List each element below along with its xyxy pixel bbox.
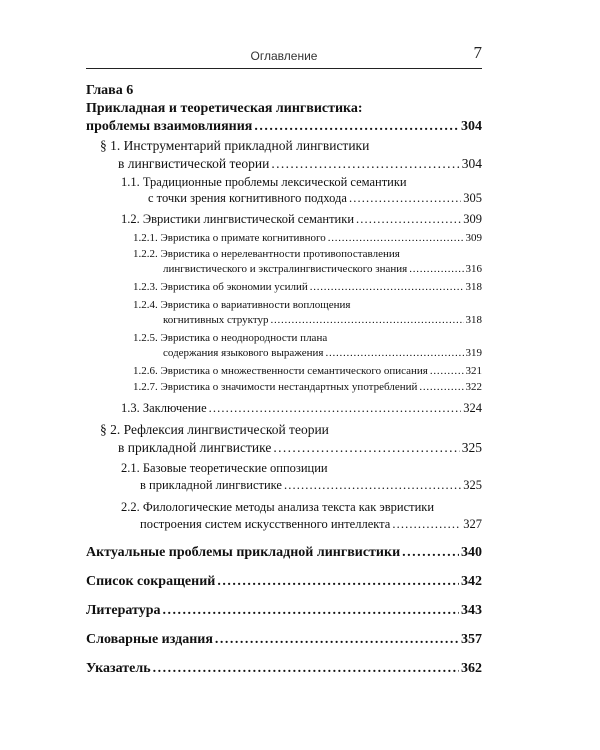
entry-label: Актуальные проблемы прикладной лингвистики	[86, 545, 401, 560]
entry-page: 340	[461, 545, 482, 560]
section-2-line1: § 2. Рефлексия лингвистической теории	[100, 422, 329, 437]
entry-label: Литература	[86, 603, 161, 618]
entry-page: 304	[461, 119, 482, 134]
leader-dots	[409, 260, 463, 278]
entry-page: 321	[465, 365, 482, 377]
toc-entry-chapter-6[interactable]	[86, 118, 482, 136]
item-2-2-line1: 2.2. Филологические методы анализа текста как эвристики	[121, 500, 435, 514]
entry-page: 305	[463, 191, 482, 205]
leader-dots	[273, 439, 459, 457]
entry-page: 343	[461, 603, 482, 618]
item-1-2-6-label: 1.2.6. Эвристика о множественности семантического описания	[133, 365, 428, 377]
toc-entry-actual-problems[interactable]	[86, 544, 482, 562]
chapter-title-line2: проблемы взаимовлияния	[86, 119, 253, 134]
leader-dots	[325, 344, 463, 362]
entry-page: 322	[465, 381, 482, 393]
entry-label: Указатель	[86, 661, 151, 676]
leader-dots	[153, 660, 459, 678]
entry-page: 324	[463, 401, 482, 415]
item-2-1-line1: 2.1. Базовые теоретические оппозиции	[121, 461, 328, 475]
leader-dots	[402, 544, 459, 562]
leader-dots	[215, 631, 459, 649]
section-2-line2: в прикладной лингвистике	[118, 440, 272, 455]
toc-entry-abbreviations[interactable]	[86, 573, 482, 591]
entry-label: Список сокращений	[86, 574, 216, 589]
toc-entry-1-2-2[interactable]	[163, 260, 482, 278]
section-1-line2: в лингвистической теории	[118, 156, 270, 171]
item-1-2-4-line2: когнитивных структур	[163, 314, 269, 326]
toc-entry-dictionaries[interactable]	[86, 631, 482, 649]
entry-page: 309	[465, 232, 482, 244]
entry-page: 325	[461, 440, 482, 455]
toc-entry-1-2-7[interactable]	[133, 378, 482, 396]
leader-dots	[271, 155, 459, 173]
toc-entry-index[interactable]	[86, 660, 482, 678]
item-2-1-line2: в прикладной лингвистике	[140, 478, 282, 492]
leader-dots	[310, 278, 464, 296]
entry-page: 309	[463, 212, 482, 226]
entry-page: 342	[461, 574, 482, 589]
entry-page: 304	[461, 156, 482, 171]
page-number: 7	[473, 43, 482, 62]
leader-dots	[271, 311, 464, 329]
item-1-2-5-line1: 1.2.5. Эвристика о неоднородности плана	[133, 332, 328, 344]
section-1-line1: § 1. Инструментарий прикладной лингвистики	[100, 138, 370, 153]
running-header-title: Оглавление	[250, 49, 318, 63]
item-1-2-1-label: 1.2.1. Эвристика о примате когнитивного	[133, 232, 326, 244]
chapter-title-line1: Прикладная и теоретическая лингвистика:	[86, 101, 363, 116]
leader-dots	[254, 118, 459, 136]
entry-page: 327	[463, 517, 482, 531]
toc-entry-section-1[interactable]	[118, 155, 482, 173]
item-2-2-line2: построения систем искусственного интеллекта	[140, 517, 391, 531]
toc-entry-2-2[interactable]	[140, 515, 482, 533]
entry-page: 318	[465, 314, 482, 326]
item-1-2-2-line2: лингвистического и экстралингвистического знания	[163, 263, 408, 275]
item-1-1-line2: с точки зрения когнитивного подхода	[148, 191, 347, 205]
item-1-1-line1: 1.1. Традиционные проблемы лексической семантики	[121, 175, 407, 189]
entry-page: 316	[465, 263, 482, 275]
chapter-label: Глава 6	[86, 83, 134, 98]
toc-entry-1-3[interactable]	[121, 399, 482, 417]
toc-entry-1-1[interactable]	[148, 189, 482, 207]
running-header	[86, 44, 482, 69]
entry-page: 319	[465, 347, 482, 359]
item-1-2-7-label: 1.2.7. Эвристика о значимости нестандартных употреблений	[133, 381, 418, 393]
leader-dots	[284, 476, 461, 494]
leader-dots	[217, 573, 459, 591]
entry-page: 318	[465, 281, 482, 293]
item-1-2-4-line1: 1.2.4. Эвристика о вариативности воплощения	[133, 299, 351, 311]
toc-entry-literature[interactable]	[86, 602, 482, 620]
toc-entry-1-2-5[interactable]	[163, 344, 482, 362]
toc-entry-1-2-4[interactable]	[163, 311, 482, 329]
item-1-2-label: 1.2. Эвристики лингвистической семантики	[121, 212, 355, 226]
toc-entry-1-2[interactable]	[121, 210, 482, 228]
leader-dots	[419, 378, 463, 396]
toc-entry-1-2-3[interactable]	[133, 278, 482, 296]
leader-dots	[356, 210, 461, 228]
entry-page: 325	[463, 478, 482, 492]
leader-dots	[349, 189, 461, 207]
leader-dots	[209, 399, 462, 417]
entry-page: 357	[461, 632, 482, 647]
leader-dots	[163, 602, 460, 620]
toc-entry-2-1[interactable]	[140, 476, 482, 494]
leader-dots	[392, 515, 461, 533]
entry-label: Словарные издания	[86, 632, 213, 647]
item-1-2-2-line1: 1.2.2. Эвристика о нерелевантности противопоставления	[133, 248, 400, 260]
item-1-2-3-label: 1.2.3. Эвристика об экономии усилий	[133, 281, 308, 293]
entry-page: 362	[461, 661, 482, 676]
item-1-3-label: 1.3. Заключение	[121, 401, 207, 415]
toc-entry-section-2[interactable]	[118, 439, 482, 457]
item-1-2-5-line2: содержания языкового выражения	[163, 347, 324, 359]
